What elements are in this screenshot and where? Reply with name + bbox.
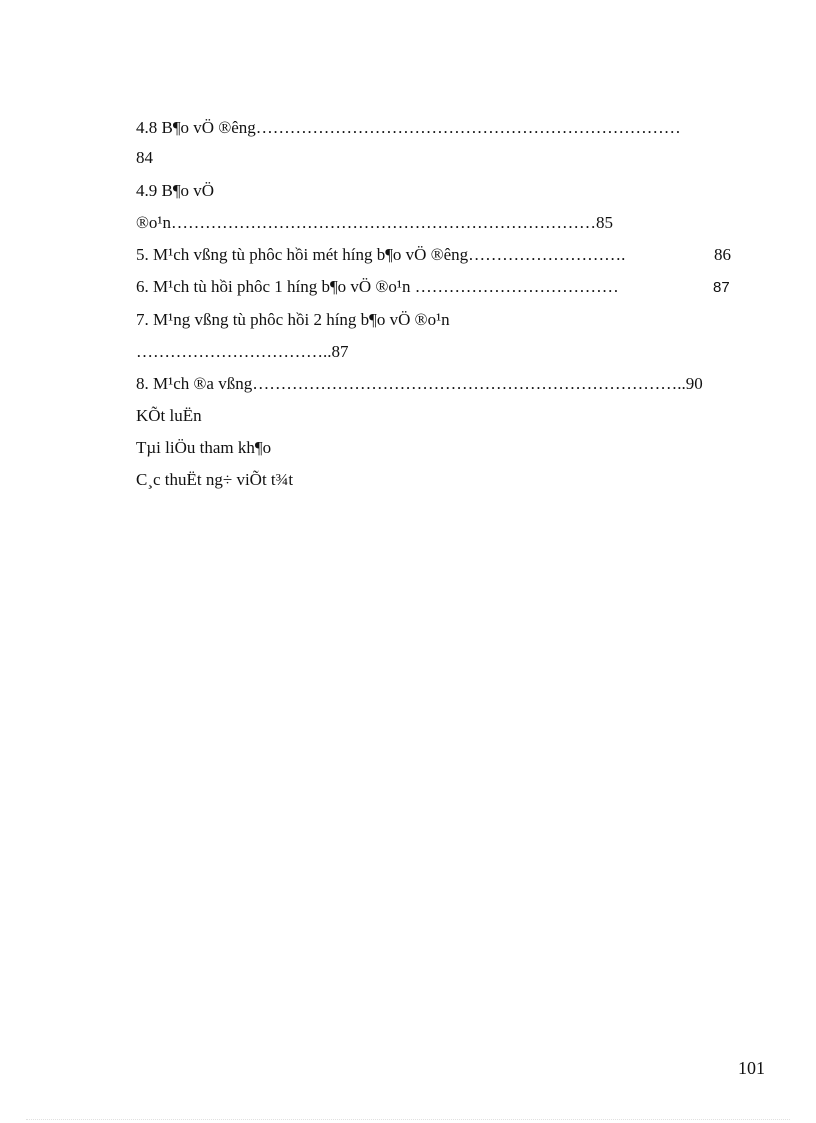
toc-line-4-8-page: 84: [136, 148, 153, 167]
toc-conclusion: KÕt luËn: [136, 406, 202, 425]
toc-line-7: 7. M¹ng vßng tù phôc hồi 2 híng b¶o vÖ ®o¹n: [136, 310, 450, 329]
toc-line-5-page: 86: [714, 245, 731, 264]
toc-line-4-9-cont: ®o¹n…………………………………………………………………85: [136, 213, 614, 232]
toc-references: Tµi liÖu tham kh¶o: [136, 438, 272, 457]
toc-line-6: 6. M¹ch tù hồi phôc 1 híng b¶o vÖ ®o¹n ………………………………: [136, 277, 619, 296]
toc-line-6-page: 87: [713, 279, 730, 296]
toc-line-4-9: 4.9 B¶o vÖ: [136, 181, 215, 200]
toc-line-5: 5. M¹ch vßng tù phôc hồi mét híng b¶o vÖ ®êng……………………….: [136, 245, 626, 264]
toc-abbreviations: C¸c thuËt ng÷ viÕt t¾t: [136, 470, 294, 489]
page-bottom-rule: [26, 1119, 790, 1120]
toc-line-7-cont: ……………………………..87: [136, 342, 349, 361]
toc-line-4-8: 4.8 B¶o vÖ ®êng…………………………………………………………………: [136, 118, 681, 137]
toc-line-8: 8. M¹ch ®a vßng…………………………………………………………………..90: [136, 374, 703, 393]
page-number: 101: [738, 1058, 765, 1078]
